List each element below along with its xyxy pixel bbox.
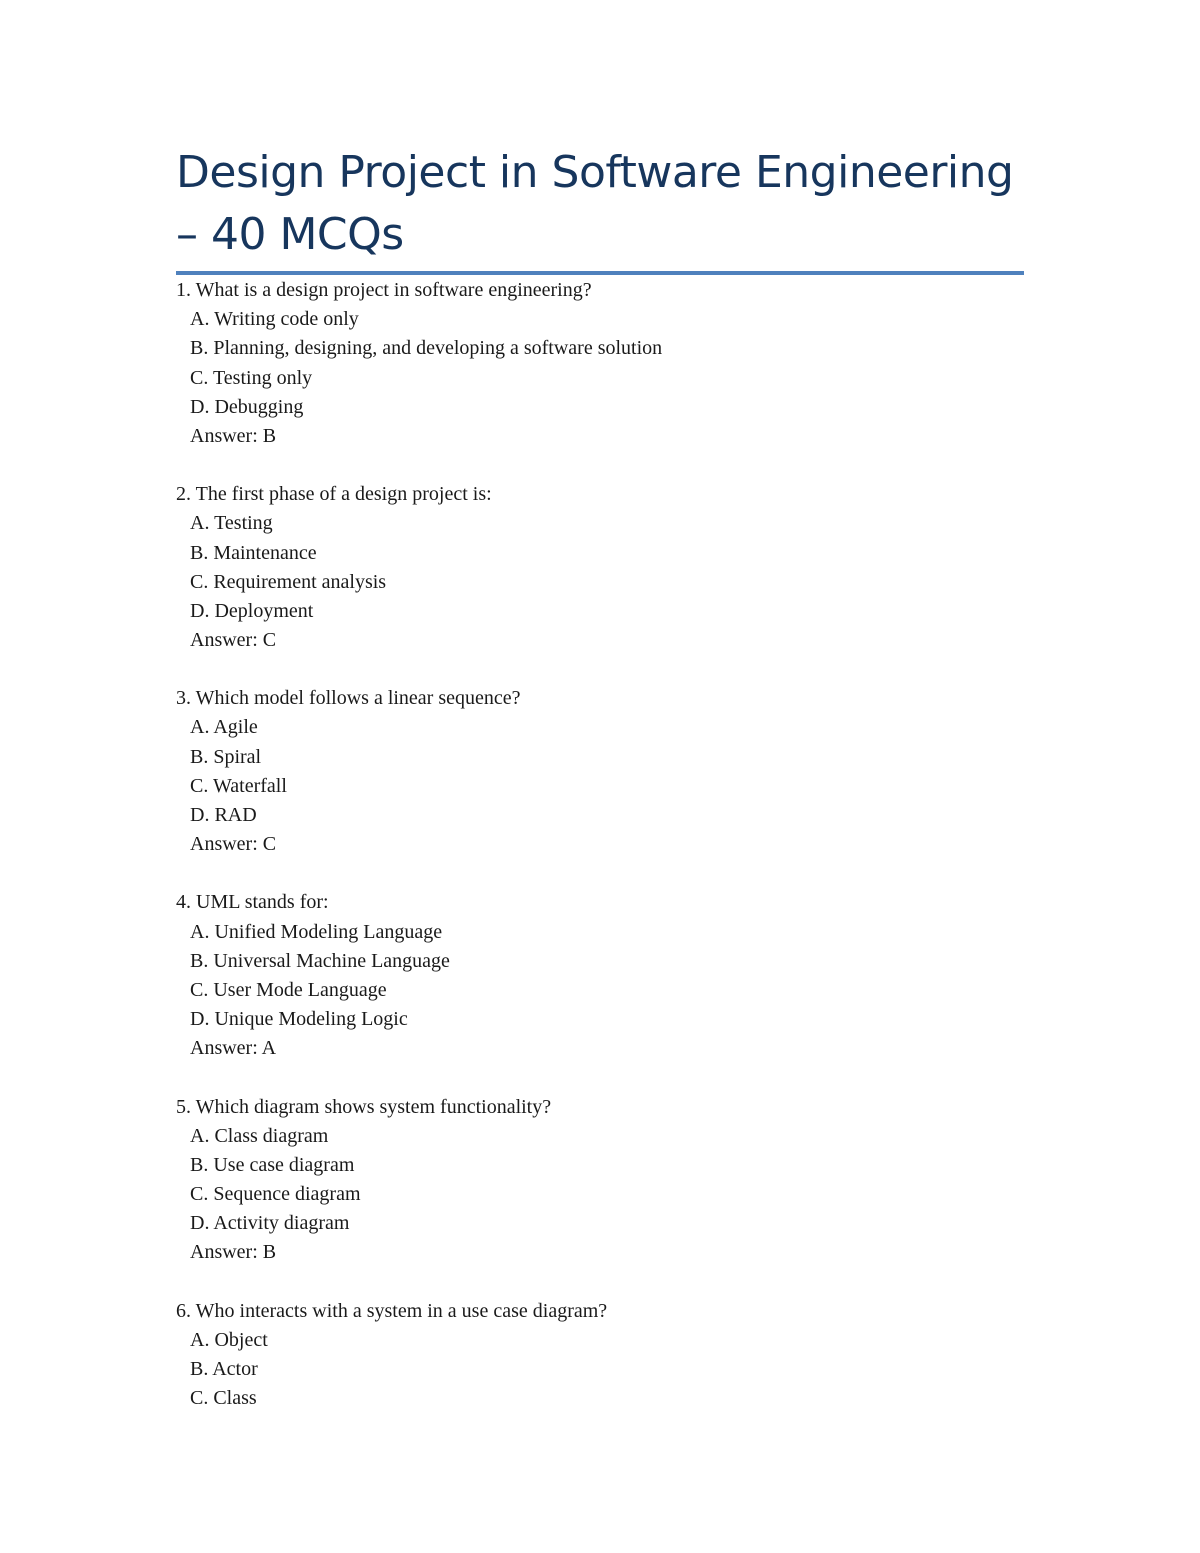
option-a: A. Writing code only xyxy=(190,308,359,331)
option-c: C. Requirement analysis xyxy=(190,570,387,593)
question-prompt: 6. Who interacts with a system in a use case diagram? xyxy=(176,1299,608,1322)
question-4 xyxy=(176,888,1026,1063)
option-b: B. Universal Machine Language xyxy=(190,949,450,972)
option-d: D. Unique Modeling Logic xyxy=(190,1008,408,1031)
question-prompt: 5. Which diagram shows system functionality? xyxy=(176,1095,552,1118)
option-a: A. Agile xyxy=(190,716,258,739)
option-b: B. Maintenance xyxy=(190,541,317,564)
question-prompt: 1. What is a design project in software engineering? xyxy=(176,279,592,301)
question-list xyxy=(176,276,1026,1442)
option-b: B. Spiral xyxy=(190,745,262,768)
question-2 xyxy=(176,480,1026,655)
answer-line: Answer: B xyxy=(190,424,277,447)
question-1 xyxy=(176,276,1026,451)
option-a: A. Class diagram xyxy=(190,1124,329,1147)
option-c: C. Testing only xyxy=(190,366,313,389)
question-prompt: 3. Which model follows a linear sequence? xyxy=(176,687,521,710)
question-6 xyxy=(176,1297,1026,1414)
answer-line: Answer: A xyxy=(190,1037,277,1060)
option-c: C. Class xyxy=(190,1387,257,1410)
option-d: D. Activity diagram xyxy=(190,1212,350,1235)
question-5 xyxy=(176,1093,1026,1268)
option-a: A. Object xyxy=(190,1328,268,1351)
option-c: C. User Mode Language xyxy=(190,978,387,1001)
option-c: C. Sequence diagram xyxy=(190,1183,361,1206)
title-underline-rule xyxy=(176,271,1024,275)
option-b: B. Planning, designing, and developing a software solution xyxy=(190,337,663,360)
document-title: Design Project in Software Engineering – 40 MCQs xyxy=(176,147,1014,260)
question-prompt: 2. The first phase of a design project is: xyxy=(176,483,492,506)
option-b: B. Use case diagram xyxy=(190,1153,355,1176)
option-b: B. Actor xyxy=(190,1358,258,1380)
question-prompt: 4. UML stands for: xyxy=(176,891,329,914)
option-c: C. Waterfall xyxy=(190,774,287,797)
option-d: D. Deployment xyxy=(190,599,314,622)
answer-line: Answer: B xyxy=(190,1241,277,1264)
answer-line: Answer: C xyxy=(190,833,277,856)
option-a: A. Testing xyxy=(190,512,273,535)
answer-line: Answer: C xyxy=(190,629,277,652)
option-d: D. Debugging xyxy=(190,395,304,418)
question-3 xyxy=(176,684,1026,859)
option-a: A. Unified Modeling Language xyxy=(190,920,443,943)
option-d: D. RAD xyxy=(190,804,257,826)
